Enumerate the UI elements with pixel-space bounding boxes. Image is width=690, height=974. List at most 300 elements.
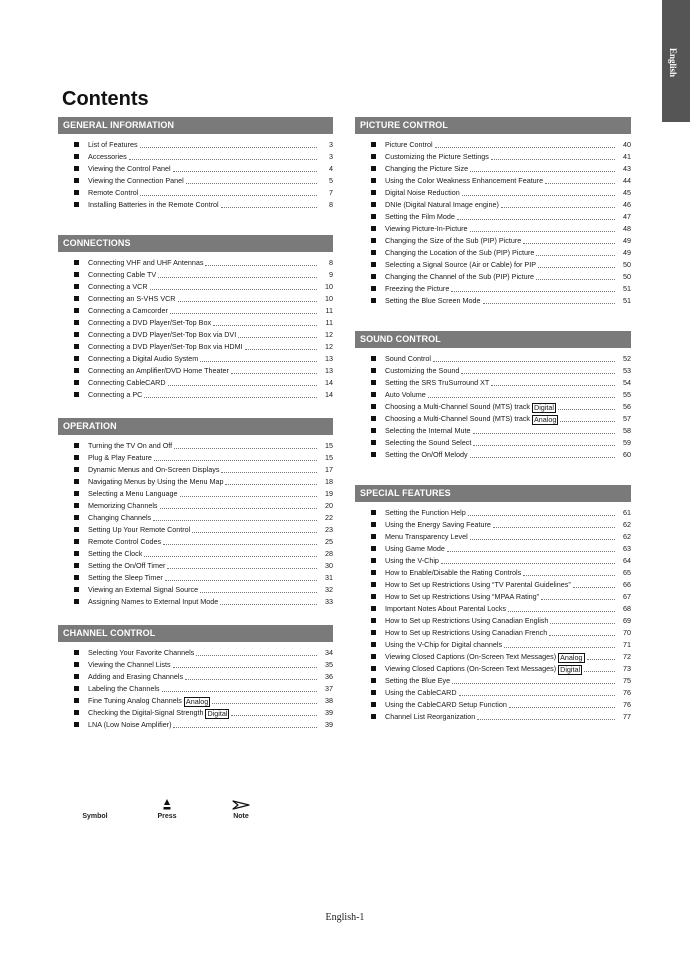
toc-entry-label: Picture Control (385, 140, 433, 149)
toc-entry[interactable] (58, 187, 333, 199)
toc-entry-label: Choosing a Multi-Channel Sound (MTS) track (385, 414, 531, 423)
toc-entry[interactable] (58, 281, 333, 293)
toc-entry[interactable] (58, 683, 333, 695)
bullet-square-icon (371, 404, 376, 409)
toc-entry-label: How to Set up Restrictions Using “MPAA Rating” (385, 592, 540, 601)
toc-page-number: 45 (623, 188, 631, 197)
toc-page-number: 56 (623, 402, 631, 411)
toc-entry[interactable] (58, 476, 333, 488)
toc-entry[interactable] (58, 269, 333, 281)
dot-leader (470, 171, 615, 172)
dot-leader (140, 195, 317, 196)
bullet-square-icon (74, 467, 79, 472)
legend-symbol (78, 798, 112, 820)
toc-entry[interactable] (58, 524, 333, 536)
toc-entry-label: Connecting a DVD Player/Set-Top Box (88, 318, 212, 327)
bullet-square-icon (371, 666, 376, 671)
toc-page-number: 66 (623, 580, 631, 589)
toc-entry[interactable] (355, 425, 631, 437)
toc-entry-label: Turning the TV On and Off (88, 441, 173, 450)
dot-leader (168, 385, 317, 386)
toc-entry[interactable] (355, 591, 631, 603)
dot-leader (428, 397, 615, 398)
toc-entry-label: Customizing the Picture Settings (385, 152, 489, 161)
toc-entry[interactable] (355, 247, 631, 259)
toc-entry-label: DNIe (Digital Natural Image engine) (385, 200, 499, 209)
bullet-square-icon (371, 594, 376, 599)
toc-page-number: 11 (325, 318, 333, 327)
toc-page-number: 11 (325, 306, 333, 315)
toc-page-number: 57 (623, 414, 631, 423)
toc-entry-label: Selecting the Internal Mute (385, 426, 471, 435)
toc-entry[interactable] (355, 687, 631, 699)
toc-page-number: 22 (325, 513, 333, 522)
toc-entry[interactable] (355, 187, 631, 199)
toc-entry-label: Viewing the Connection Panel (88, 176, 184, 185)
toc-entry[interactable] (58, 464, 333, 476)
toc-entry[interactable] (355, 711, 631, 723)
toc-page-number: 15 (325, 441, 333, 450)
bullet-square-icon (371, 714, 376, 719)
toc-entry[interactable] (58, 365, 333, 377)
toc-page-number: 61 (623, 508, 631, 517)
toc-entry-label: Assigning Names to External Input Mode (88, 597, 219, 606)
toc-list (58, 440, 333, 608)
toc-entry[interactable] (58, 596, 333, 608)
toc-entry[interactable] (58, 353, 333, 365)
toc-entry[interactable] (58, 500, 333, 512)
section-header: OPERATION (58, 418, 333, 435)
signal-type-tag: Analog (185, 697, 209, 706)
toc-entry-label: Setting the On/Off Melody (385, 450, 468, 459)
dot-leader (167, 568, 317, 569)
toc-entry-label: Channel List Reorganization (385, 712, 476, 721)
toc-entry[interactable] (355, 507, 631, 519)
dot-leader (452, 683, 615, 684)
toc-page-number: 70 (623, 628, 631, 637)
toc-page-number: 7 (329, 188, 333, 197)
toc-page-number: 36 (325, 672, 333, 681)
toc-page-number: 25 (325, 537, 333, 546)
bullet-square-icon (371, 380, 376, 385)
toc-page-number: 13 (325, 366, 333, 375)
toc-page-number: 3 (329, 140, 333, 149)
toc-entry[interactable] (355, 639, 631, 651)
toc-entry-label: How to Set up Restrictions Using Canadian English (385, 616, 549, 625)
dot-leader (212, 703, 317, 704)
bullet-square-icon (371, 642, 376, 647)
toc-entry-label: List of Features (88, 140, 138, 149)
toc-entry[interactable] (355, 283, 631, 295)
toc-entry-label: Using the Energy Saving Feature (385, 520, 491, 529)
toc-entry[interactable] (355, 401, 631, 413)
toc-entry[interactable] (355, 675, 631, 687)
toc-entry-label: Connecting a VCR (88, 282, 148, 291)
dot-leader (180, 496, 317, 497)
toc-entry-label: Connecting VHF and UHF Antennas (88, 258, 204, 267)
toc-entry[interactable] (58, 584, 333, 596)
toc-entry[interactable] (355, 295, 631, 307)
toc-page-number: 49 (623, 236, 631, 245)
toc-entry[interactable] (355, 211, 631, 223)
bullet-square-icon (74, 662, 79, 667)
bullet-square-icon (74, 539, 79, 544)
toc-page-number: 17 (325, 465, 333, 474)
toc-entry[interactable] (355, 579, 631, 591)
toc-entry-label: Important Notes About Parental Locks (385, 604, 507, 613)
dot-leader (200, 592, 317, 593)
dot-leader (231, 715, 317, 716)
toc-page-number: 63 (623, 544, 631, 553)
toc-entry-label: How to Set up Restrictions Using Canadian French (385, 628, 548, 637)
dot-leader (584, 671, 615, 672)
toc-entry[interactable] (58, 377, 333, 389)
toc-entry[interactable] (355, 377, 631, 389)
toc-page-number: 40 (623, 140, 631, 149)
dot-leader (493, 527, 615, 528)
toc-entry[interactable] (58, 257, 333, 269)
toc-entry[interactable] (355, 699, 631, 711)
dot-leader (192, 532, 317, 533)
toc-entry[interactable] (58, 341, 333, 353)
toc-page-number: 23 (325, 525, 333, 534)
toc-entry-label: Using the V-Chip for Digital channels (385, 640, 503, 649)
toc-entry-label: Accessories (88, 152, 127, 161)
dot-leader (473, 445, 615, 446)
dot-leader (491, 159, 615, 160)
bullet-square-icon (74, 527, 79, 532)
toc-entry[interactable] (355, 663, 631, 675)
toc-page-number: 71 (623, 640, 631, 649)
bullet-square-icon (74, 284, 79, 289)
toc-page-number: 41 (623, 152, 631, 161)
toc-entry[interactable] (58, 389, 333, 401)
dot-leader (462, 195, 615, 196)
toc-entry-label: Selecting the Sound Select (385, 438, 472, 447)
legend-note-label: Note (233, 813, 249, 820)
section-header: SOUND CONTROL (355, 331, 631, 348)
toc-entry[interactable] (355, 271, 631, 283)
toc-page-number: 12 (325, 330, 333, 339)
dot-leader (523, 243, 615, 244)
toc-entry[interactable] (58, 536, 333, 548)
section-header: CONNECTIONS (58, 235, 333, 252)
toc-entry-label: Setting the Clock (88, 549, 143, 558)
section-general-information (58, 117, 333, 211)
section-connections (58, 235, 333, 401)
dot-leader (140, 147, 317, 148)
toc-entry-label: Sound Control (385, 354, 431, 363)
bullet-square-icon (74, 308, 79, 313)
toc-list (355, 507, 631, 723)
toc-page-number: 15 (325, 453, 333, 462)
bullet-square-icon (371, 356, 376, 361)
toc-entry-label: Selecting a Signal Source (Air or Cable) for PIP (385, 260, 537, 269)
dot-leader (200, 361, 317, 362)
toc-entry-label: Connecting a DVD Player/Set-Top Box via HDMI (88, 342, 243, 351)
toc-entry[interactable] (355, 235, 631, 247)
dot-leader (186, 183, 317, 184)
toc-entry[interactable] (355, 353, 631, 365)
language-tab-label: English (668, 48, 678, 78)
bullet-square-icon (371, 142, 376, 147)
bullet-square-icon (74, 332, 79, 337)
toc-entry-label: Choosing a Multi-Channel Sound (MTS) track (385, 402, 531, 411)
dot-leader (129, 159, 317, 160)
dot-leader (536, 255, 615, 256)
dot-leader (459, 695, 615, 696)
toc-entry-label: Viewing Picture-In-Picture (385, 224, 468, 233)
toc-entry-label: Connecting Cable TV (88, 270, 157, 279)
section-header: GENERAL INFORMATION (58, 117, 333, 134)
toc-entry-label: Remote Control Codes (88, 537, 162, 546)
toc-list (355, 353, 631, 461)
toc-page-number: 19 (325, 489, 333, 498)
toc-entry[interactable] (355, 531, 631, 543)
toc-entry[interactable] (58, 488, 333, 500)
toc-entry[interactable] (58, 707, 333, 719)
bullet-square-icon (371, 570, 376, 575)
toc-page-number: 65 (623, 568, 631, 577)
bullet-square-icon (371, 534, 376, 539)
toc-entry[interactable] (355, 139, 631, 151)
toc-entry[interactable] (355, 175, 631, 187)
toc-entry-label: Setting the Film Mode (385, 212, 455, 221)
toc-entry[interactable] (355, 449, 631, 461)
toc-entry[interactable] (58, 695, 333, 707)
dot-leader (150, 289, 317, 290)
dot-leader (545, 183, 615, 184)
toc-entry[interactable] (355, 627, 631, 639)
toc-entry-label: Setting the Function Help (385, 508, 466, 517)
dot-leader (550, 623, 615, 624)
toc-entry-label: Navigating Menus by Using the Menu Map (88, 477, 224, 486)
toc-entry[interactable] (355, 519, 631, 531)
toc-page-number: 69 (623, 616, 631, 625)
bullet-square-icon (371, 452, 376, 457)
toc-entry[interactable] (58, 440, 333, 452)
toc-entry[interactable] (355, 555, 631, 567)
toc-entry[interactable] (58, 199, 333, 211)
toc-entry[interactable] (58, 452, 333, 464)
toc-entry[interactable] (355, 543, 631, 555)
toc-entry-label: Digital Noise Reduction (385, 188, 460, 197)
toc-entry[interactable] (58, 512, 333, 524)
dot-leader (470, 231, 615, 232)
bullet-square-icon (74, 344, 79, 349)
bullet-square-icon (74, 674, 79, 679)
toc-list (58, 647, 333, 731)
toc-entry-label: Selecting a Menu Language (88, 489, 178, 498)
section-operation (58, 418, 333, 608)
toc-entry[interactable] (58, 659, 333, 671)
toc-entry[interactable] (58, 305, 333, 317)
toc-page-number: 60 (623, 450, 631, 459)
bullet-square-icon (371, 238, 376, 243)
bullet-square-icon (371, 190, 376, 195)
toc-page-number: 67 (623, 592, 631, 601)
dot-leader (477, 719, 615, 720)
bullet-square-icon (74, 296, 79, 301)
toc-entry[interactable] (355, 603, 631, 615)
page-title: Contents (62, 88, 149, 110)
toc-entry-label: Changing the Size of the Sub (PIP) Picture (385, 236, 522, 245)
bullet-square-icon (371, 226, 376, 231)
bullet-square-icon (74, 587, 79, 592)
toc-entry[interactable] (58, 163, 333, 175)
toc-entry[interactable] (355, 223, 631, 235)
dot-leader (144, 556, 317, 557)
bullet-square-icon (74, 650, 79, 655)
bullet-square-icon (371, 546, 376, 551)
toc-list (355, 139, 631, 307)
toc-entry[interactable] (58, 647, 333, 659)
toc-page-number: 68 (623, 604, 631, 613)
section-sound-control (355, 331, 631, 461)
toc-page-number: 10 (325, 294, 333, 303)
toc-entry-label: How to Enable/Disable the Rating Controls (385, 568, 522, 577)
signal-type-tag: Digital (207, 709, 228, 718)
toc-entry-label: Remote Control (88, 188, 139, 197)
toc-page-number: 38 (325, 696, 333, 705)
toc-entry-label: Using the CableCARD Setup Function (385, 700, 507, 709)
dot-leader (483, 303, 616, 304)
bullet-square-icon (371, 510, 376, 515)
toc-entry[interactable] (58, 317, 333, 329)
toc-page-number: 31 (325, 573, 333, 582)
bullet-square-icon (371, 582, 376, 587)
bullet-square-icon (371, 202, 376, 207)
dot-leader (509, 707, 615, 708)
toc-entry[interactable] (355, 567, 631, 579)
toc-entry[interactable] (355, 651, 631, 663)
toc-page-number: 18 (325, 477, 333, 486)
toc-entry[interactable] (58, 572, 333, 584)
bullet-square-icon (74, 368, 79, 373)
dot-leader (558, 409, 615, 410)
toc-entry-label: Connecting a Camcorder (88, 306, 168, 315)
toc-entry-label: Using the CableCARD (385, 688, 457, 697)
bullet-square-icon (74, 563, 79, 568)
toc-entry-label: Auto Volume (385, 390, 426, 399)
bullet-square-icon (74, 551, 79, 556)
page-number: English-1 (325, 912, 365, 923)
bullet-square-icon (74, 380, 79, 385)
toc-page-number: 9 (329, 270, 333, 279)
toc-page-number: 49 (623, 248, 631, 257)
toc-entry[interactable] (355, 615, 631, 627)
toc-entry[interactable] (58, 560, 333, 572)
dot-leader (205, 265, 317, 266)
toc-list (58, 257, 333, 401)
bullet-square-icon (74, 356, 79, 361)
bullet-square-icon (371, 368, 376, 373)
dot-leader (468, 515, 615, 516)
toc-entry[interactable] (355, 389, 631, 401)
section-special-features (355, 485, 631, 723)
bullet-square-icon (371, 678, 376, 683)
toc-entry-label: Setting the SRS TruSurround XT (385, 378, 490, 387)
dot-leader (457, 219, 615, 220)
toc-entry[interactable] (355, 151, 631, 163)
legend-note (224, 798, 258, 820)
toc-entry[interactable] (58, 671, 333, 683)
toc-page-number: 48 (623, 224, 631, 233)
toc-entry[interactable] (58, 719, 333, 731)
bullet-square-icon (74, 166, 79, 171)
toc-page-number: 51 (623, 296, 631, 305)
dot-leader (173, 171, 317, 172)
press-icon (162, 798, 172, 812)
toc-entry[interactable] (58, 139, 333, 151)
toc-page-number: 62 (623, 532, 631, 541)
dot-leader (461, 373, 615, 374)
toc-page-number: 73 (623, 664, 631, 673)
bullet-square-icon (74, 479, 79, 484)
bullet-square-icon (74, 698, 79, 703)
bullet-square-icon (74, 178, 79, 183)
section-header: PICTURE CONTROL (355, 117, 631, 134)
toc-entry[interactable] (355, 413, 631, 425)
dot-leader (170, 313, 317, 314)
toc-entry[interactable] (58, 329, 333, 341)
toc-entry[interactable] (355, 163, 631, 175)
toc-entry[interactable] (355, 259, 631, 271)
toc-page-number: 62 (623, 520, 631, 529)
dot-leader (549, 635, 615, 636)
toc-entry-label: Setting the Blue Eye (385, 676, 451, 685)
toc-entry[interactable] (58, 293, 333, 305)
dot-leader (491, 385, 615, 386)
toc-page-number: 35 (325, 660, 333, 669)
toc-page-number: 34 (325, 648, 333, 657)
bullet-square-icon (74, 599, 79, 604)
signal-type-tag: Analog (534, 415, 557, 424)
toc-entry-label: Connecting an Amplifier/DVD Home Theater (88, 366, 229, 375)
toc-page-number: 77 (623, 712, 631, 721)
bullet-square-icon (371, 392, 376, 397)
dot-leader (158, 277, 317, 278)
toc-entry[interactable] (58, 548, 333, 560)
bullet-square-icon (371, 606, 376, 611)
bullet-square-icon (74, 320, 79, 325)
toc-page-number: 55 (623, 390, 631, 399)
toc-page-number: 47 (623, 212, 631, 221)
toc-entry[interactable] (355, 365, 631, 377)
toc-page-number: 54 (623, 378, 631, 387)
toc-entry[interactable] (58, 151, 333, 163)
dot-leader (163, 544, 317, 545)
toc-entry[interactable] (355, 199, 631, 211)
toc-entry-label: Selecting Your Favorite Channels (88, 648, 195, 657)
toc-entry-label: Menu Transparency Level (385, 532, 468, 541)
dot-leader (173, 667, 317, 668)
toc-entry[interactable] (355, 437, 631, 449)
toc-entry-label: Labeling the Channels (88, 684, 160, 693)
bullet-square-icon (74, 190, 79, 195)
signal-type-tag: Analog (560, 653, 583, 662)
bullet-square-icon (371, 286, 376, 291)
toc-entry[interactable] (58, 175, 333, 187)
dot-leader (573, 587, 615, 588)
toc-page-number: 28 (325, 549, 333, 558)
toc-page-number: 50 (623, 260, 631, 269)
toc-page-number: 43 (623, 164, 631, 173)
toc-list (58, 139, 333, 211)
toc-page-number: 59 (623, 438, 631, 447)
toc-entry-label: Setting the Blue Screen Mode (385, 296, 481, 305)
toc-page-number: 20 (325, 501, 333, 510)
